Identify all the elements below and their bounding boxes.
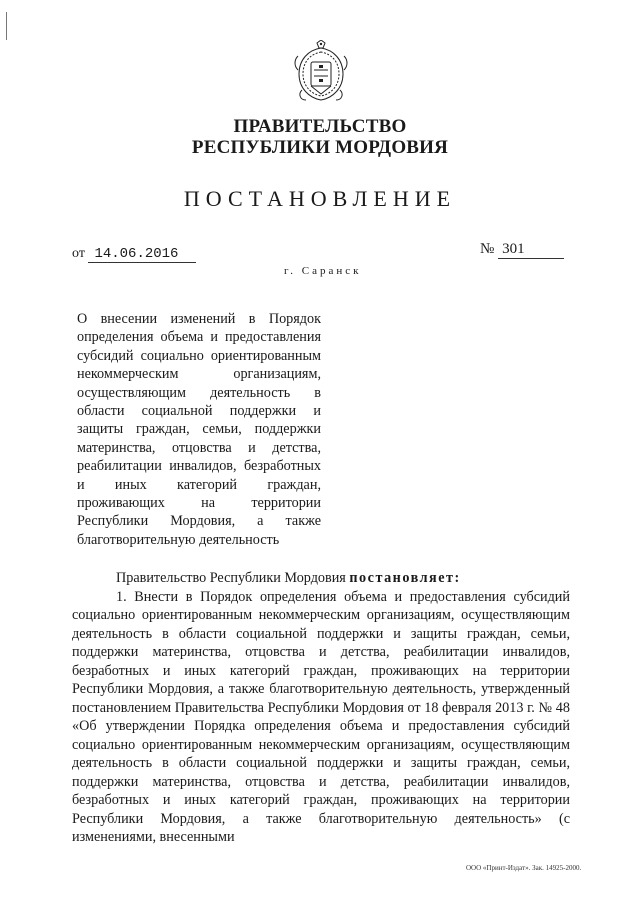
org-name-line2: РЕСПУБЛИКИ МОРДОВИЯ bbox=[191, 137, 449, 158]
subject-text: О внесении изменений в Порядок определения объема и предоставления субсидий социально ориентированным некоммерческим организациям, осуществляющим деятельность в области социальной поддержки и защиты граждан, семьи, поддержки материнства, отцовства и детства, реабилитации инвалидов, безработных и иных категорий граждан, проживающих на территории Республики Мордовия, а также благотворительную деятельность bbox=[77, 311, 321, 548]
decree-word: постановляет: bbox=[349, 570, 461, 586]
document-subject bbox=[77, 310, 321, 549]
date-line bbox=[72, 246, 196, 263]
document-number: 301 bbox=[498, 241, 564, 259]
date-prefix: от bbox=[72, 246, 85, 261]
item-1-paragraph: 1. Внести в Порядок определения объема и предоставления субсидий социально ориентированным некоммерческим организациям, осуществляющим деятельность в области социальной поддержки и защиты граждан, семьи, поддержки материнства, отцовства и детства, реабилитации инвалидов, безработных и иных категорий граждан, проживающих на территории Республики Мордовия, а также благотворительную деятельность, утвержденный постановлением Правительства Республики Мордовия от 18 февраля 2013 г. № 48 «Об утверждении Порядка определения объема и предоставления субсидий социально ориентированным некоммерческим организациям, осуществляющим деятельность в области социальной поддержки и защиты граждан, семьи, поддержки материнства, отцовства и детства, реабилитации инвалидов, безработных и иных категорий граждан, проживающих на территории Республики Мордовия, а также благотворительную деятельность» (с изменениями, внесенными bbox=[72, 588, 570, 845]
document-type-title: ПОСТАНОВЛЕНИЕ bbox=[183, 186, 457, 211]
margin-mark bbox=[6, 12, 7, 40]
number-prefix: № bbox=[480, 241, 495, 257]
org-name-line1: ПРАВИТЕЛЬСТВО bbox=[233, 116, 407, 137]
document-date: 14.06.2016 bbox=[88, 246, 196, 263]
intro-paragraph bbox=[72, 569, 570, 588]
mordovia-coat-of-arms-icon bbox=[290, 40, 352, 104]
city: г. Саранск bbox=[284, 265, 362, 277]
document-body bbox=[72, 569, 570, 847]
number-line bbox=[480, 241, 564, 259]
printer-footer: ООО «Принт-Издат». Зак. 14925-2000. bbox=[466, 864, 582, 872]
intro-text: Правительство Республики Мордовия bbox=[116, 570, 346, 586]
